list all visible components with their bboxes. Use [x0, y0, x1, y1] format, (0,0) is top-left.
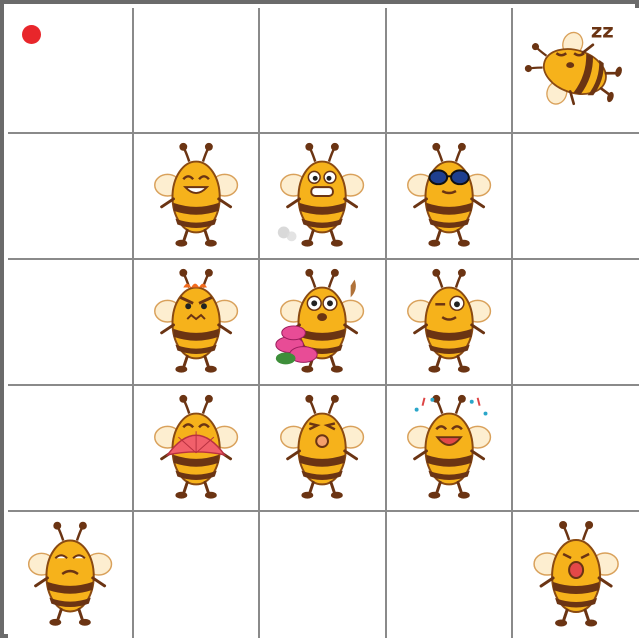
grid-cell-r0-c1[interactable] [134, 8, 260, 134]
grid-cell-r3-c1[interactable] [134, 386, 260, 512]
grid-cell-r1-c1[interactable] [134, 134, 260, 260]
grid-cell-r3-c0[interactable] [8, 386, 134, 512]
cool-sunglasses-bee-icon [387, 134, 511, 258]
laughing-bee-icon [260, 386, 384, 510]
grinning-running-bee-icon [260, 134, 384, 258]
svg-text:zz: zz [590, 19, 614, 43]
grid-cell-r0-c3[interactable] [387, 8, 513, 134]
grid-cell-r2-c3[interactable] [387, 260, 513, 386]
grid-cell-r2-c1[interactable] [134, 260, 260, 386]
grid-cell-r0-c0[interactable] [8, 8, 134, 134]
grid-cell-r1-c4[interactable] [513, 134, 639, 260]
grid-cell-r0-c2[interactable] [260, 8, 386, 134]
grumpy-bee-icon [8, 512, 132, 638]
grid-cell-r1-c0[interactable] [8, 134, 134, 260]
sleeping-bee-icon [513, 8, 639, 132]
grid-cell-r2-c4[interactable] [513, 260, 639, 386]
flower-surprised-bee-icon [260, 260, 384, 384]
grid-cell-r2-c2[interactable] [260, 260, 386, 386]
cheering-bee-icon [387, 386, 511, 510]
shouting-bee-icon [513, 512, 639, 638]
grid-cell-r4-c2[interactable] [260, 512, 386, 638]
grid-cell-r2-c0[interactable] [8, 260, 134, 386]
grid-cell-r4-c1[interactable] [134, 512, 260, 638]
grid-cell-r4-c0[interactable] [8, 512, 134, 638]
winking-bee-icon [387, 260, 511, 384]
grid-cell-r3-c2[interactable] [260, 386, 386, 512]
board-grid [8, 8, 639, 638]
grid-cell-r1-c3[interactable] [387, 134, 513, 260]
happy-bee-icon [134, 134, 258, 258]
fan-shy-bee-icon [134, 386, 258, 510]
grid-cell-r4-c3[interactable] [387, 512, 513, 638]
grid-cell-r3-c4[interactable] [513, 386, 639, 512]
grid-cell-r3-c3[interactable] [387, 386, 513, 512]
angry-bee-icon [134, 260, 258, 384]
player-marker [22, 25, 41, 44]
grid-cell-r0-c4[interactable] [513, 8, 639, 134]
grid-cell-r1-c2[interactable] [260, 134, 386, 260]
grid-cell-r4-c4[interactable] [513, 512, 639, 638]
